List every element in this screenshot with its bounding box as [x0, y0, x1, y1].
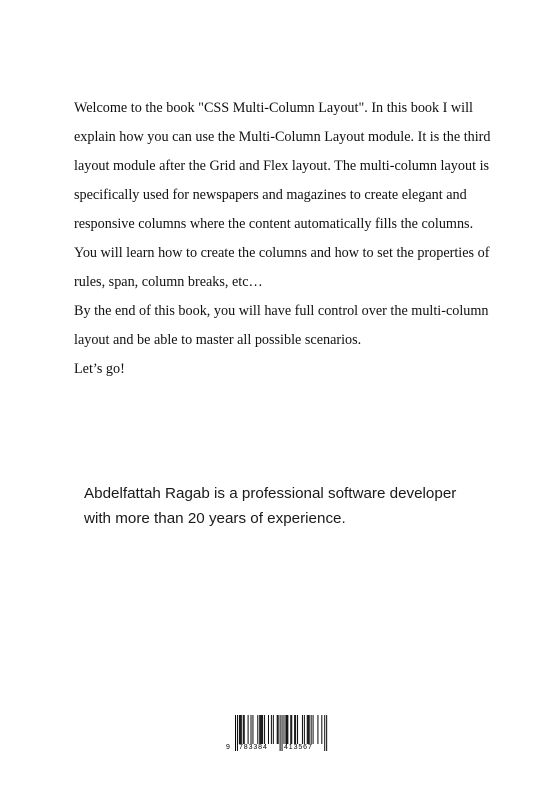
author-bio: Abdelfattah Ragab is a professional software developer with more than 20 years of experience.	[84, 485, 457, 527]
barcode-bar	[273, 715, 274, 744]
barcode-bar	[309, 715, 310, 744]
barcode-bar	[271, 715, 272, 744]
description-paragraph-3: By the end of this book, you will have full control over the multi-column layout and be able to master all possible scenarios.	[74, 303, 489, 348]
barcode-bar	[297, 715, 298, 744]
barcode-bar	[294, 715, 295, 744]
barcode-bar	[259, 715, 260, 744]
barcode-bar	[290, 715, 291, 744]
barcode-bar	[240, 715, 241, 744]
barcode-bar	[287, 715, 288, 744]
barcode-bar	[241, 715, 242, 744]
barcode-bar	[257, 715, 258, 744]
barcode-bar	[262, 715, 263, 744]
barcode-bar	[326, 715, 327, 751]
barcode-bar	[243, 715, 244, 744]
barcode-bar	[324, 715, 325, 751]
barcode-bar	[237, 715, 238, 751]
barcode-bar	[321, 715, 322, 744]
barcode-bar	[286, 715, 287, 744]
barcode-bar	[304, 715, 305, 744]
barcode-bar	[311, 715, 312, 744]
barcode-bar	[285, 715, 286, 744]
barcode-bar	[251, 715, 252, 744]
description-paragraph-4: Let’s go!	[74, 361, 125, 377]
book-description	[74, 94, 494, 384]
description-paragraph-2: You will learn how to create the columns and how to set the properties of rules, span, column breaks, etc…	[74, 245, 490, 290]
barcode-bar	[284, 715, 285, 744]
barcode-bar	[291, 715, 292, 744]
barcode-bar	[282, 715, 283, 751]
barcode-bar	[280, 715, 281, 751]
barcode-bar	[264, 715, 265, 744]
barcode-right-digits: 413567	[284, 744, 313, 751]
barcode-first-digit: 9	[226, 744, 231, 751]
barcode-bar	[235, 715, 236, 751]
barcode-bar	[248, 715, 249, 744]
barcode-bar	[307, 715, 308, 744]
barcode-bar	[244, 715, 245, 744]
barcode-bar	[317, 715, 318, 744]
barcode-left-digits: 783384	[239, 744, 268, 751]
barcode-bar	[239, 715, 240, 744]
barcode-bar	[261, 715, 262, 744]
barcode-bar	[252, 715, 253, 744]
barcode-bar	[295, 715, 296, 744]
barcode-bar	[268, 715, 269, 744]
barcode-bar	[278, 715, 279, 744]
barcode-bar	[313, 715, 314, 744]
barcode-bar	[277, 715, 278, 744]
barcode-bar	[260, 715, 261, 744]
description-paragraph-1: Welcome to the book "CSS Multi-Column Layout". In this book I will explain how you can use the Multi-Column Layout module. It is the third layout module after the Grid and Flex layout. The multi-column layout is specifically used for newspapers and magazines to create elegant and responsive columns where the content automatically fills the columns.	[74, 100, 491, 232]
barcode-bar	[302, 715, 303, 744]
isbn-barcode	[226, 713, 334, 755]
barcode-bar	[308, 715, 309, 744]
